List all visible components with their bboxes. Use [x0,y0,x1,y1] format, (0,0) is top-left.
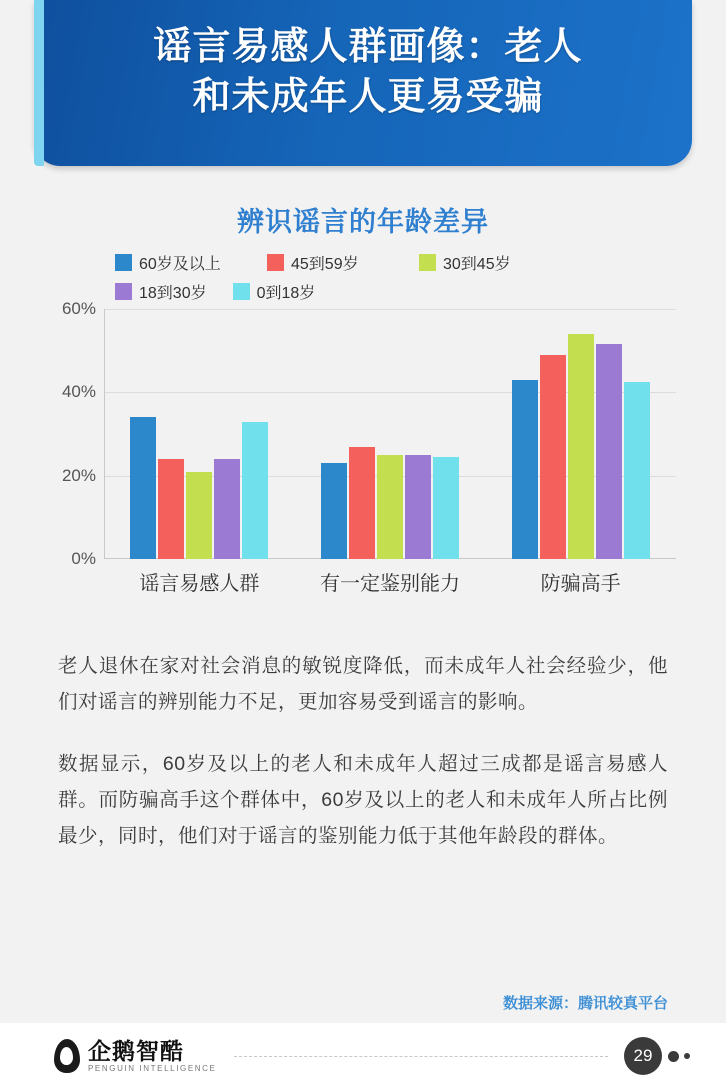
header-accent-bar [34,0,44,166]
legend-swatch-icon [233,283,250,300]
bar [433,457,459,559]
y-axis-labels [44,299,102,568]
bar-group [321,309,459,559]
bar [214,459,240,559]
page-title-line2: 和未成年人更易受骗 [192,76,544,119]
brand-subtitle: PENGUIN INTELLIGENCE [88,1063,217,1073]
brand-logo [54,1039,216,1073]
legend-item [233,280,316,303]
footer [0,1023,726,1089]
bar [186,472,212,560]
legend-swatch-icon [115,283,132,300]
chart-title: 辨识谣言的年龄差异 [237,207,489,237]
bar [596,344,622,559]
legend-swatch-icon [115,254,132,271]
legend-item [419,251,571,274]
x-axis-tick: 防骗高手 [540,573,621,595]
data-source-label: 数据来源：腾讯较真平台 [502,995,668,1012]
legend-swatch-icon [419,254,436,271]
page-title [44,22,692,122]
page-number-badge: 29 [624,1037,662,1075]
chart-plot-area [0,299,726,609]
y-axis-tick: 0% [71,549,96,568]
bar [512,380,538,559]
penguin-icon [54,1039,80,1073]
bar [130,417,156,559]
decor-dot-small [684,1053,690,1059]
bar [568,334,594,559]
y-axis-tick: 20% [61,465,96,485]
bar-group [130,309,268,559]
legend-label: 18到30岁 [139,285,207,302]
y-axis-tick: 40% [61,382,96,402]
page-title-line1: 谣言易感人群画像：老人 [153,26,583,68]
legend-label: 30到45岁 [443,256,511,273]
bar [377,455,403,559]
decor-dot-large [668,1051,679,1062]
bar [624,382,650,559]
y-axis-tick: 60% [61,299,96,318]
bar [405,455,431,559]
bar [540,355,566,559]
brand-name: 企鹅智酷 [88,1038,184,1065]
legend-item [115,251,267,274]
body-paragraph-2: 数据显示，60岁及以上的老人和未成年人超过三成都是谣言易感人群。而防骗高手这个群体中，60岁及以上的老人和未成年人所占比例最少，同时，他们对于谣言的鉴别能力低于其他年龄段的群体。 [58,753,668,848]
bar [321,463,347,559]
chart-bars [104,309,676,559]
x-axis-tick: 有一定鉴别能力 [319,573,460,595]
legend-label: 60岁及以上 [139,256,221,273]
x-axis-tick: 谣言易感人群 [139,573,260,595]
header [0,0,726,178]
legend-item [115,280,207,303]
x-axis-labels [104,567,676,596]
legend-item [267,251,419,274]
chart-legend [115,251,675,303]
body-paragraph-1: 老人退休在家对社会消息的敏锐度降低，而未成年人社会经验少，他们对谣言的辨别能力不足，更加容易受到谣言的影响。 [58,655,668,714]
legend-swatch-icon [267,254,284,271]
body-text [58,648,668,854]
footer-divider [234,1056,608,1057]
legend-label: 45到59岁 [291,256,359,273]
legend-label: 0到18岁 [256,285,316,302]
bar [349,447,375,560]
bar [242,422,268,560]
bar-group [512,309,650,559]
bar [158,459,184,559]
chart [0,200,726,620]
